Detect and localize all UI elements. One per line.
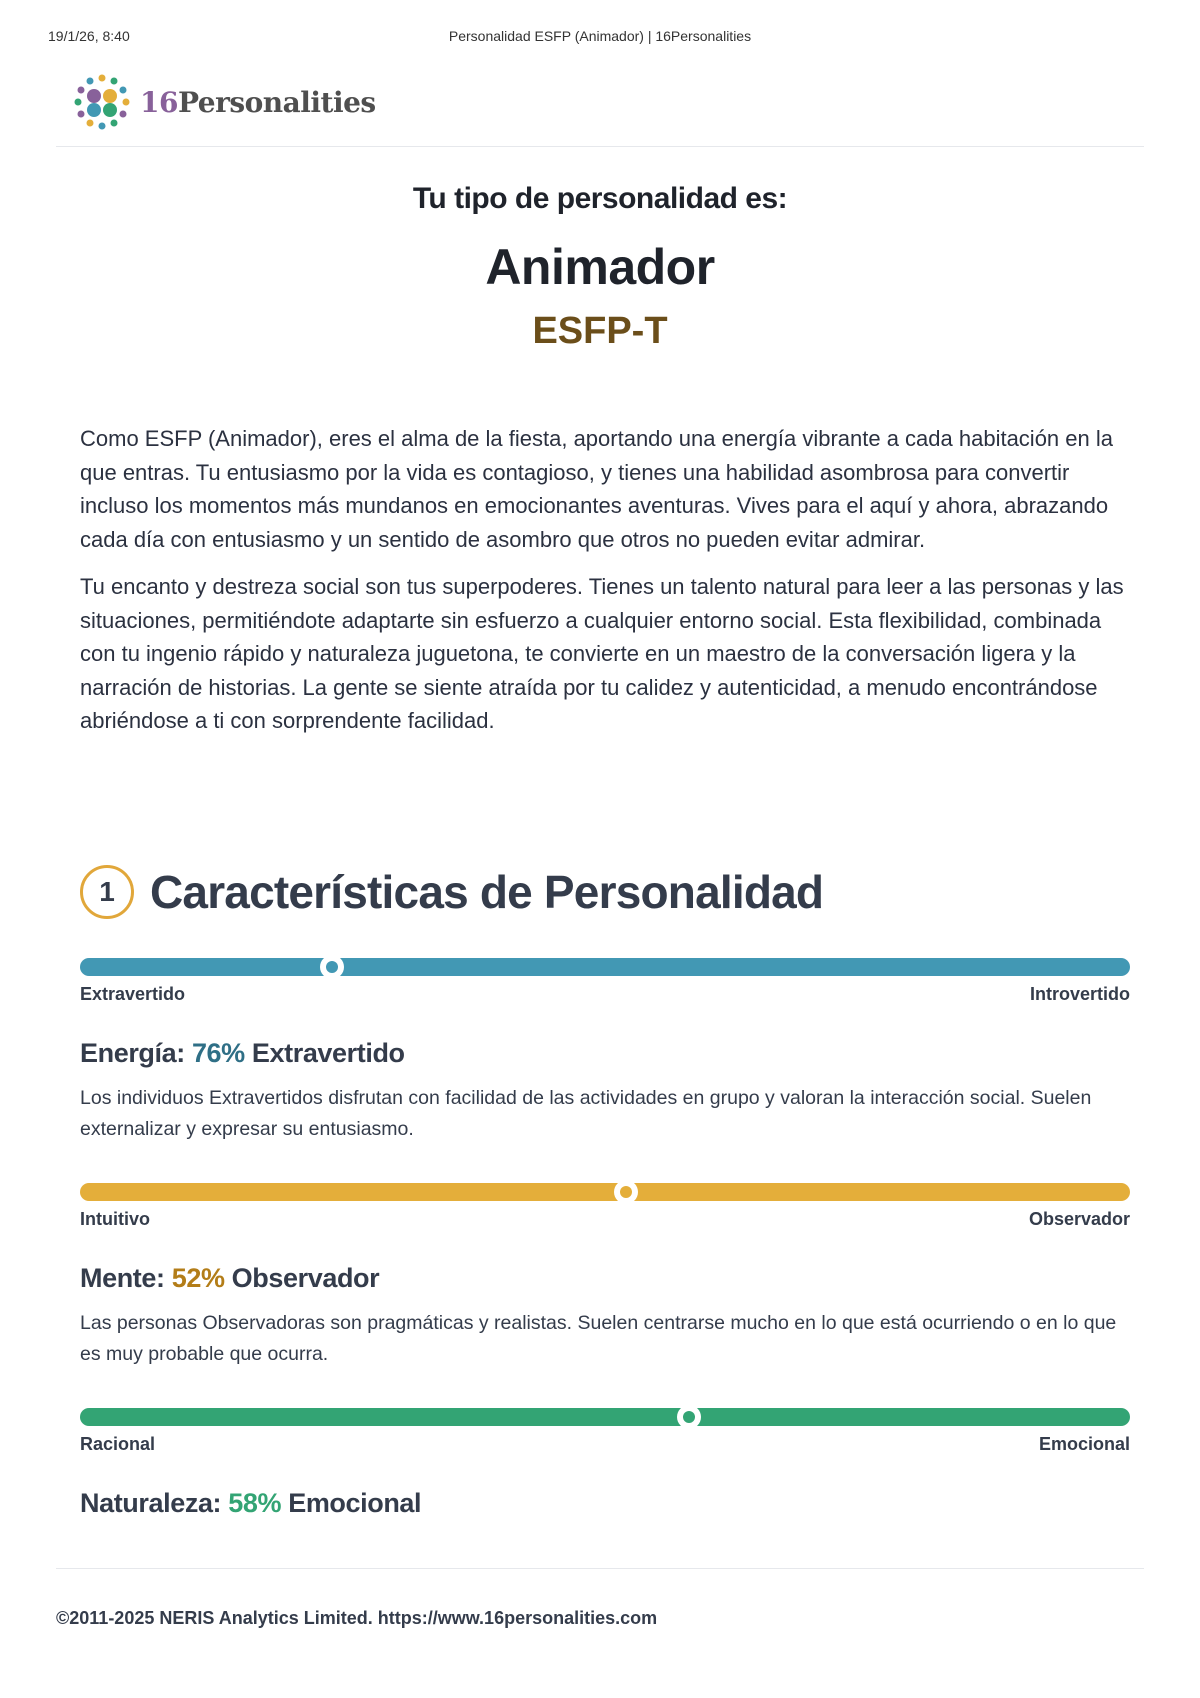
trait-title bbox=[80, 1038, 1130, 1069]
trait-heading: Mente: bbox=[80, 1263, 165, 1293]
intro-text bbox=[80, 422, 1130, 752]
pole-right-label: Observador bbox=[1028, 1209, 1130, 1229]
pole-left-label: Racional bbox=[80, 1434, 156, 1454]
trait-heading: Naturaleza: bbox=[80, 1488, 222, 1518]
trait-poles bbox=[80, 1209, 1130, 1231]
section-title: Características de Personalidad bbox=[150, 866, 824, 918]
trait-bar bbox=[80, 1183, 1130, 1201]
trait-percent: 76% bbox=[191, 1038, 245, 1068]
section-header bbox=[80, 865, 823, 919]
trait-marker bbox=[614, 1180, 638, 1204]
intro-paragraph: Tu encanto y destreza social son tus superpoderes. Tienes un talento natural para leer a las personas y las situaciones, permitiéndote adaptarte sin esfuerzo a cualquier entorno social. Esta flexibilidad, combinada con tu ingenio rápido y naturaleza juguetona, te convierte en un maestro de la conversación ligera y la narración de historias. La gente se siente atraída por tu calidez y autenticidad, a menudo encontrándose abriéndose a ti con sorprendente facilidad. bbox=[80, 574, 1124, 733]
dots-logo-icon bbox=[72, 72, 132, 132]
trait-result: Extravertido bbox=[251, 1038, 405, 1068]
trait-marker bbox=[320, 955, 344, 979]
footer-divider bbox=[56, 1568, 1144, 1569]
trait-title bbox=[80, 1488, 1130, 1519]
trait-percent: 58% bbox=[228, 1488, 282, 1518]
pole-right-label: Emocional bbox=[1038, 1434, 1130, 1454]
trait-description: Los individuos Extravertidos disfrutan con facilidad de las actividades en grupo y valoran la interacción social. Suelen externalizar y expresar su entusiasmo. bbox=[80, 1087, 1092, 1140]
trait-bar bbox=[80, 1408, 1130, 1426]
pole-left-label: Intuitivo bbox=[80, 1209, 150, 1229]
trait-poles bbox=[80, 984, 1130, 1006]
trait-energy bbox=[80, 958, 1130, 1145]
logo-wordmark: 16Personalities bbox=[140, 85, 376, 119]
pole-left-label: Extravertido bbox=[80, 984, 186, 1004]
copyright-footer: ©2011-2025 NERIS Analytics Limited. https://www.16personalities.com bbox=[56, 1608, 658, 1628]
site-logo[interactable] bbox=[72, 70, 376, 134]
section-number-badge: 1 bbox=[80, 865, 134, 919]
trait-result: Observador bbox=[231, 1263, 380, 1293]
trait-bar bbox=[80, 958, 1130, 976]
trait-percent: 52% bbox=[171, 1263, 225, 1293]
type-code: ESFP-T bbox=[532, 310, 668, 352]
trait-title bbox=[80, 1263, 1130, 1294]
trait-description: Las personas Observadoras son pragmáticas y realistas. Suelen centrarse mucho en lo que está ocurriendo o en lo que es muy probable que ocurra. bbox=[80, 1312, 1117, 1365]
print-header bbox=[48, 28, 1152, 48]
pole-right-label: Introvertido bbox=[1029, 984, 1130, 1004]
trait-marker bbox=[677, 1405, 701, 1429]
trait-mind bbox=[80, 1183, 1130, 1370]
print-page-title: Personalidad ESFP (Animador) | 16Personalities bbox=[448, 28, 752, 44]
intro-paragraph: Como ESFP (Animador), eres el alma de la fiesta, aportando una energía vibrante a cada habitación en la que entras. Tu entusiasmo por la vida es contagioso, y tienes una habilidad asombrosa para convertir incluso los momentos más mundanos en emocionantes aventuras. Vives para el aquí y ahora, abrazando cada día con entusiasmo y un sentido de asombro que otros no pueden evitar admirar. bbox=[80, 426, 1113, 552]
trait-result: Emocional bbox=[288, 1488, 422, 1518]
type-name: Animador bbox=[485, 239, 715, 295]
trait-nature bbox=[80, 1408, 1130, 1519]
header-divider bbox=[56, 146, 1144, 147]
trait-heading: Energía: bbox=[80, 1038, 185, 1068]
print-date: 19/1/26, 8:40 bbox=[48, 28, 130, 44]
trait-poles bbox=[80, 1434, 1130, 1456]
result-subtitle: Tu tipo de personalidad es: bbox=[412, 182, 788, 215]
